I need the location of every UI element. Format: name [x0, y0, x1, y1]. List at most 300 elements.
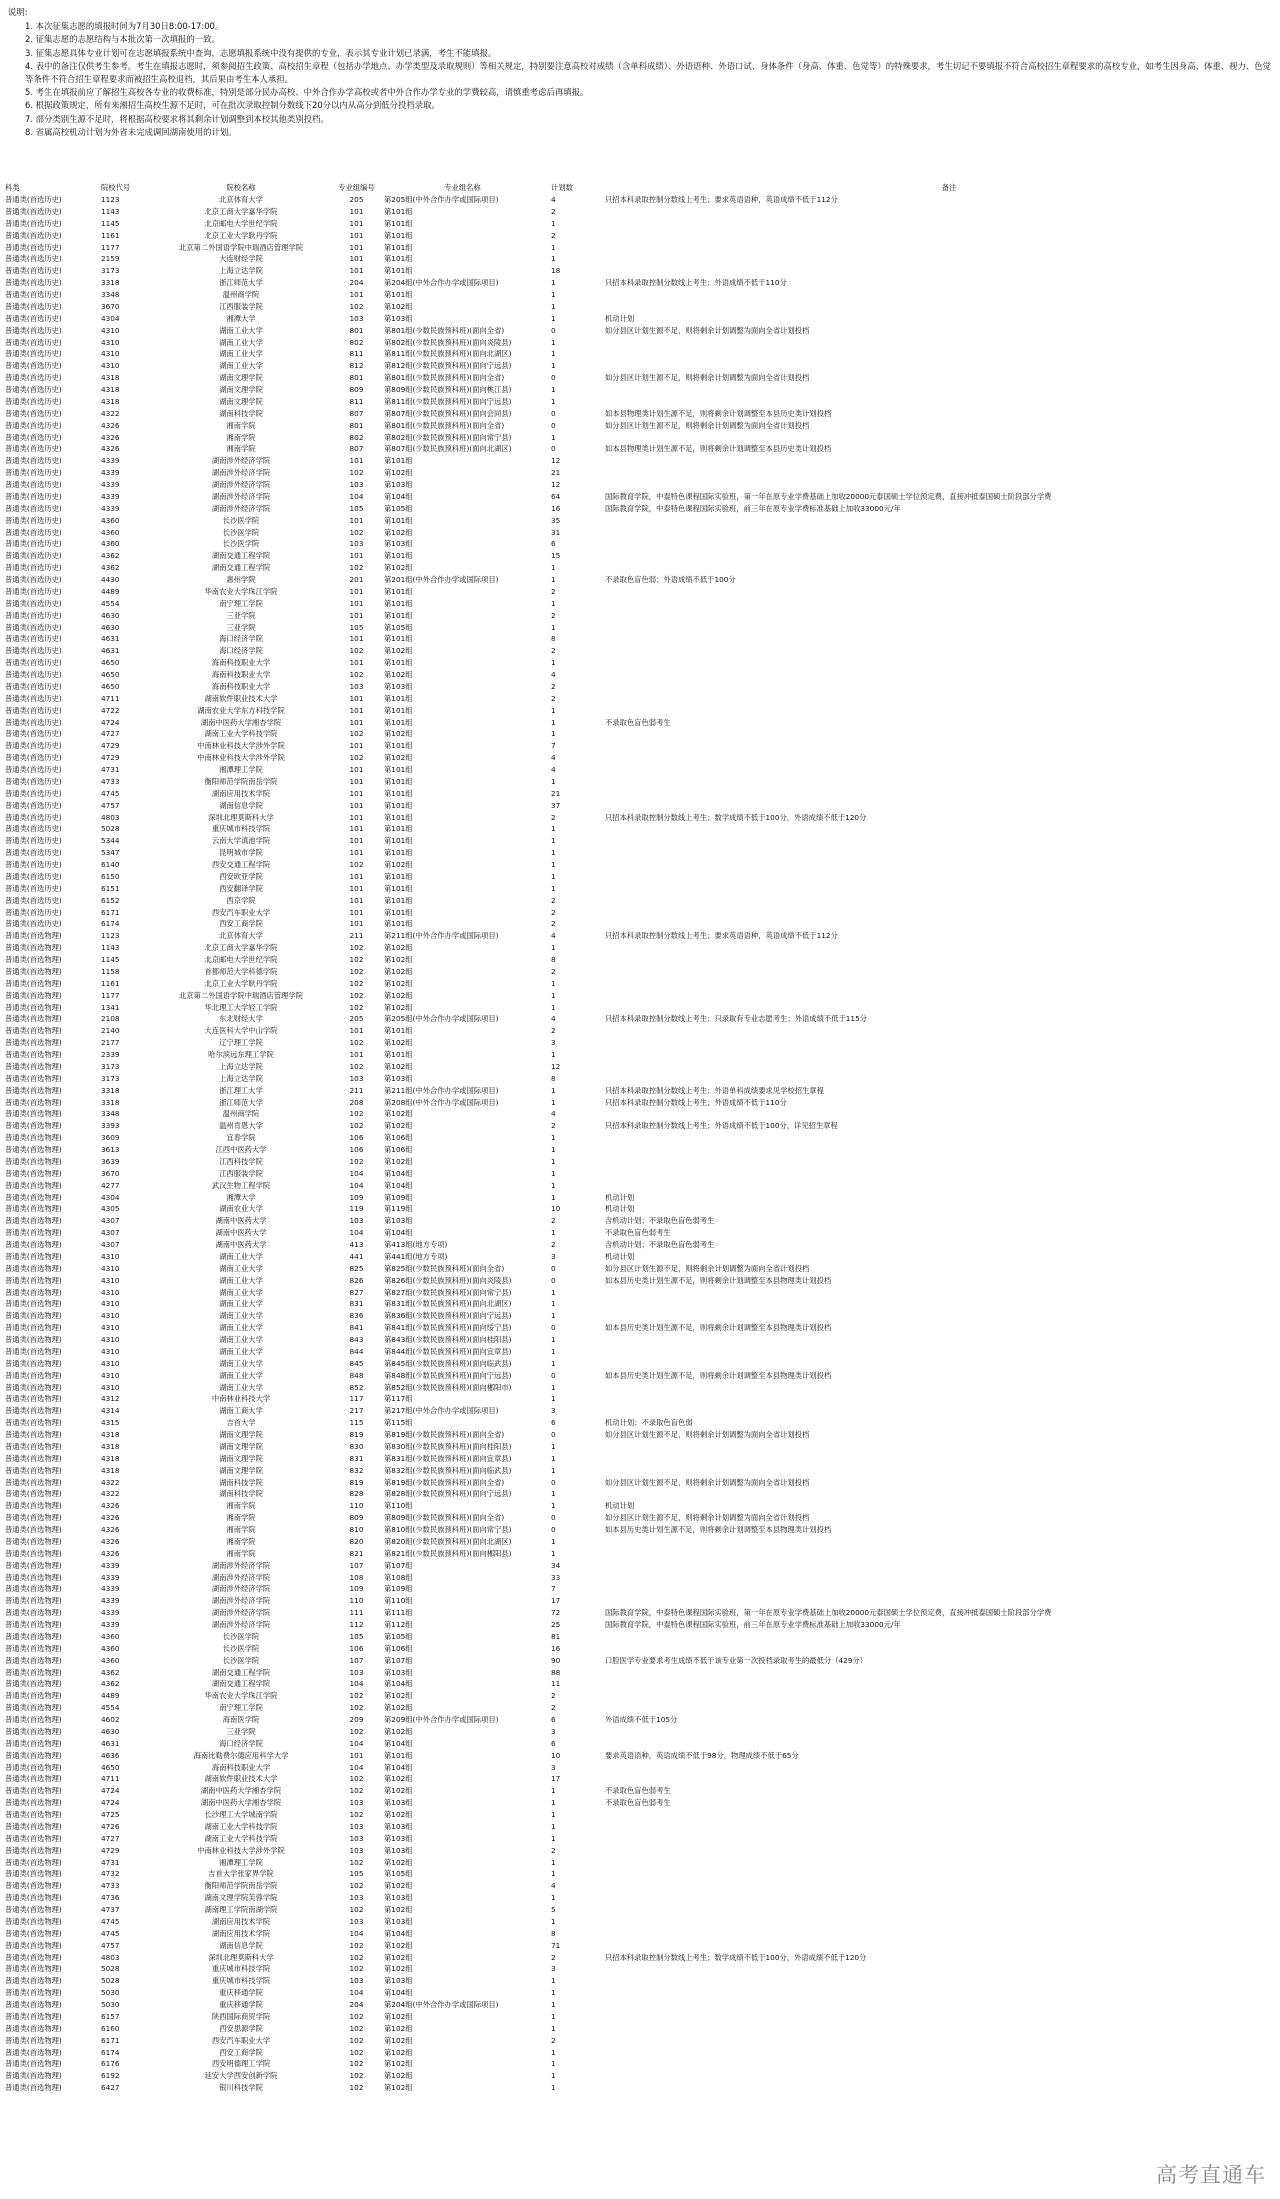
cell-remarks [605, 218, 1280, 230]
cell-plan-count: 6 [551, 1738, 556, 1748]
cell-remarks: 如本县物理类计划生源不足，则将剩余计划调整至本县历史类计划投档 [605, 408, 832, 418]
cell-school-name: 吉首大学 [226, 1418, 256, 1428]
cell-group-code: 110 [349, 1596, 364, 1606]
header-school-code: 院校代号 [101, 183, 131, 192]
header-plan-count: 计划数 [551, 183, 573, 192]
cell-group-name: 第826组(少数民族预科班)(面向炎陵县) [384, 1275, 512, 1285]
cell-group-code: 115 [349, 1418, 364, 1428]
cell-remarks [605, 467, 1280, 479]
cell-remarks [605, 301, 1280, 313]
cell-subject: 普通类(首选物理) [5, 1085, 62, 1095]
cell-subject: 普通类(首选历史) [5, 527, 62, 537]
cell-group-name: 第115组 [384, 1418, 413, 1428]
table-row [5, 515, 1280, 527]
cell-plan-count: 1 [551, 2071, 556, 2081]
cell-school-code: 4339 [101, 468, 120, 478]
cell-plan-count: 0 [551, 1430, 556, 1439]
table-row [5, 1370, 1280, 1382]
cell-school-code: 4362 [101, 1667, 120, 1677]
cell-plan-count: 1 [551, 705, 556, 715]
table-row [5, 538, 1280, 550]
cell-subject: 普通类(首选历史) [5, 480, 62, 489]
cell-remarks [605, 1773, 1280, 1785]
cell-remarks [605, 907, 1280, 919]
note-item: 1. 本次征集志愿的填报时间为7月30日8:00-17:00。 [25, 21, 224, 32]
table-row [5, 1477, 1280, 1489]
cell-school-name: 深圳北理莫斯科大学 [208, 812, 274, 822]
cell-group-name: 第828组(少数民族预科班)(面向宁远县) [384, 1489, 512, 1499]
cell-plan-count: 1 [551, 1501, 556, 1511]
cell-school-code: 6176 [101, 2059, 120, 2069]
cell-plan-count: 0 [551, 408, 556, 418]
cell-remarks [605, 289, 1280, 301]
cell-school-code: 3318 [101, 278, 120, 288]
table-row [5, 1548, 1280, 1560]
cell-school-code: 4630 [101, 610, 120, 620]
cell-school-name: 中南林业科技大学涉外学院 [197, 753, 285, 763]
cell-plan-count: 1 [551, 361, 556, 371]
cell-school-code: 4711 [101, 1774, 120, 1784]
table-row [5, 1963, 1280, 1975]
table-row [5, 1773, 1280, 1785]
cell-group-code: 102 [349, 1774, 364, 1784]
cell-school-name: 湘潭理工学院 [219, 1857, 263, 1867]
cell-school-code: 4318 [101, 1465, 120, 1475]
cell-school-name: 湖南应用技术学院 [211, 1928, 271, 1938]
cell-plan-count: 2 [551, 1240, 556, 1249]
cell-plan-count: 12 [551, 1061, 561, 1071]
cell-remarks [605, 1845, 1280, 1857]
table-row [5, 1310, 1280, 1322]
cell-subject: 普通类(首选物理) [5, 1857, 62, 1867]
cell-plan-count: 1 [551, 1311, 556, 1321]
cell-school-name: 湖南工业大学科技学院 [204, 1821, 278, 1831]
cell-school-code: 4339 [101, 1608, 120, 1618]
cell-group-name: 第102组 [384, 468, 413, 478]
cell-subject: 普通类(首选物理) [5, 1240, 62, 1249]
cell-group-code: 101 [349, 776, 364, 786]
cell-school-name: 海南医学院 [222, 1715, 260, 1724]
cell-group-name: 第101组 [384, 266, 413, 276]
cell-group-name: 第102组 [384, 978, 413, 988]
cell-remarks [605, 2070, 1280, 2082]
table-row [5, 372, 1280, 384]
cell-subject: 普通类(首选物理) [5, 1489, 62, 1499]
cell-group-name: 第103组 [384, 1667, 413, 1677]
cell-group-code: 104 [349, 1168, 364, 1178]
table-row [5, 1108, 1280, 1120]
cell-school-code: 4631 [101, 1738, 120, 1748]
cell-school-code: 3393 [101, 1121, 120, 1131]
cell-group-name: 第104组 [384, 1679, 413, 1689]
cell-group-code: 102 [349, 1038, 364, 1048]
cell-subject: 普通类(首选物理) [5, 1572, 62, 1582]
cell-plan-count: 1 [551, 836, 556, 846]
cell-group-code: 106 [349, 1133, 364, 1143]
cell-plan-count: 0 [551, 1275, 556, 1285]
cell-school-code: 3613 [101, 1145, 120, 1154]
cell-school-name: 海口经济学院 [219, 634, 263, 644]
cell-remarks [605, 455, 1280, 467]
cell-school-name: 湖南信息学院 [219, 800, 263, 810]
cell-school-name: 江西科技学院 [219, 1156, 263, 1166]
cell-group-code: 208 [349, 1097, 364, 1107]
table-row [5, 1441, 1280, 1453]
cell-remarks [605, 918, 1280, 930]
cell-plan-count: 1 [551, 1916, 556, 1926]
cell-school-code: 1145 [101, 955, 120, 964]
table-row [5, 1192, 1280, 1204]
cell-remarks [605, 883, 1280, 895]
cell-subject: 普通类(首选物理) [5, 1228, 62, 1238]
cell-subject: 普通类(首选历史) [5, 634, 62, 644]
cell-school-code: 4362 [101, 1679, 120, 1689]
cell-subject: 普通类(首选物理) [5, 1097, 62, 1107]
cell-school-name: 北京工商大学嘉华学院 [204, 943, 278, 953]
cell-plan-count: 1 [551, 1893, 556, 1903]
cell-group-name: 第105组 [384, 1631, 413, 1641]
cell-remarks [605, 1453, 1280, 1465]
cell-group-code: 102 [349, 1952, 364, 1962]
cell-school-name: 江西服装学院 [219, 1168, 263, 1178]
cell-group-name: 第832组(少数民族预科班)(面向临武县) [384, 1465, 512, 1475]
cell-group-code: 848 [349, 1370, 364, 1380]
cell-school-name: 中南林业科技大学 [211, 1394, 271, 1404]
cell-school-code: 6427 [101, 2083, 120, 2093]
table-row [5, 1572, 1280, 1584]
cell-school-code: 4745 [101, 1916, 120, 1926]
cell-subject: 普通类(首选历史) [5, 622, 62, 632]
cell-school-name: 湖南工业大学 [219, 1311, 263, 1321]
cell-remarks: 国际教育学院，中泰特色课程国际实验班，第一年在原专业学费基础上加收20000元泰国硕士学位预定费，直接冲抵泰国硕士阶段部分学费 [605, 491, 1052, 501]
cell-plan-count: 1 [551, 2023, 556, 2033]
cell-group-code: 103 [349, 1845, 364, 1855]
cell-group-code: 103 [349, 539, 364, 549]
table-row [5, 2082, 1280, 2094]
cell-subject: 普通类(首选历史) [5, 468, 62, 478]
cell-plan-count: 6 [551, 1715, 556, 1724]
cell-plan-count: 1 [551, 1382, 556, 1392]
cell-subject: 普通类(首选物理) [5, 1311, 62, 1321]
cell-group-name: 第101组 [384, 551, 413, 561]
cell-remarks [605, 669, 1280, 681]
cell-subject: 普通类(首选物理) [5, 1525, 62, 1534]
cell-group-code: 102 [349, 966, 364, 976]
cell-group-code: 101 [349, 848, 364, 858]
cell-plan-count: 1 [551, 563, 556, 573]
cell-remarks [605, 1536, 1280, 1548]
cell-group-name: 第101组 [384, 610, 413, 620]
cell-remarks: 机动计划；不录取色盲色弱 [605, 1418, 693, 1428]
cell-plan-count: 1 [551, 1821, 556, 1831]
cell-remarks: 口腔医学专业要求考生成绩不低于该专业第一次投档录取考生的最低分（429分） [605, 1655, 868, 1665]
table-row [5, 693, 1280, 705]
table-row [5, 835, 1280, 847]
cell-remarks [605, 1726, 1280, 1738]
cell-remarks [605, 2011, 1280, 2023]
cell-school-code: 4310 [101, 1370, 120, 1380]
cell-group-code: 809 [349, 385, 364, 394]
cell-remarks [605, 705, 1280, 717]
table-row [5, 1785, 1280, 1797]
cell-group-code: 832 [349, 1465, 364, 1475]
cell-group-name: 第852组(少数民族预科班)(面向郴阳市) [384, 1382, 512, 1392]
cell-school-name: 衡阳师范学院南岳学院 [204, 776, 278, 786]
cell-group-code: 811 [349, 396, 364, 406]
cell-school-code: 4732 [101, 1869, 120, 1879]
cell-subject: 普通类(首选历史) [5, 824, 62, 834]
cell-group-code: 821 [349, 1548, 364, 1558]
cell-plan-count: 81 [551, 1631, 561, 1641]
cell-school-name: 重庆移通学院 [219, 2000, 263, 2009]
cell-group-name: 第109组 [384, 1192, 413, 1202]
cell-plan-count: 1 [551, 301, 556, 311]
cell-group-code: 830 [349, 1441, 364, 1451]
cell-group-name: 第812组(少数民族预科班)(面向宁远县) [384, 361, 512, 371]
cell-school-name: 西安汽车职业大学 [211, 2035, 271, 2045]
cell-subject: 普通类(首选历史) [5, 800, 62, 810]
cell-remarks [605, 1002, 1280, 1014]
table-row [5, 2070, 1280, 2082]
cell-group-name: 第802组(少数民族预科班)(面向炎陵县) [384, 337, 512, 347]
cell-subject: 普通类(首选历史) [5, 325, 62, 335]
cell-school-code: 6150 [101, 871, 120, 881]
cell-group-name: 第807组(少数民族预科班)(面向北湖区) [384, 444, 512, 454]
cell-subject: 普通类(首选物理) [5, 1418, 62, 1428]
table-row [5, 633, 1280, 645]
cell-school-name: 北京体育大学 [219, 931, 263, 941]
cell-group-name: 第101组 [384, 218, 413, 228]
cell-plan-count: 1 [551, 2011, 556, 2021]
cell-remarks [605, 242, 1280, 254]
cell-group-name: 第802组(少数民族预科班)(面向常宁县) [384, 432, 512, 442]
cell-subject: 普通类(首选物理) [5, 1299, 62, 1309]
table-row [5, 776, 1280, 788]
cell-school-code: 1161 [101, 230, 120, 240]
cell-group-code: 101 [349, 242, 364, 252]
cell-school-name: 湖南工业大学 [219, 1275, 263, 1285]
cell-group-code: 104 [349, 491, 364, 501]
cell-remarks [605, 740, 1280, 752]
cell-group-code: 101 [349, 705, 364, 715]
cell-school-name: 海南比勒费尔德应用科学大学 [193, 1750, 289, 1760]
cell-school-code: 4326 [101, 1536, 120, 1546]
table-row [5, 1607, 1280, 1619]
table-row [5, 467, 1280, 479]
cell-school-code: 4727 [101, 729, 120, 739]
cell-school-name: 海口经济学院 [219, 646, 263, 656]
cell-school-code: 4339 [101, 491, 120, 501]
table-row [5, 1061, 1280, 1073]
cell-plan-count: 1 [551, 2000, 556, 2009]
table-row [5, 1203, 1280, 1215]
cell-group-name: 第103组 [384, 480, 413, 489]
cell-plan-count: 1 [551, 1335, 556, 1344]
cell-group-code: 101 [349, 254, 364, 264]
table-row [5, 918, 1280, 930]
cell-plan-count: 1 [551, 1133, 556, 1143]
cell-school-name: 上海立达学院 [219, 266, 263, 276]
cell-school-name: 湘潭理工学院 [219, 765, 263, 774]
cell-plan-count: 12 [551, 456, 561, 466]
table-row [5, 1845, 1280, 1857]
cell-group-name: 第103组 [384, 1916, 413, 1926]
cell-school-name: 湖南软件职业技术大学 [204, 693, 278, 703]
cell-subject: 普通类(首选物理) [5, 1596, 62, 1606]
cell-school-name: 湖南文理学院 [219, 385, 263, 394]
cell-school-code: 1143 [101, 206, 120, 216]
cell-subject: 普通类(首选历史) [5, 266, 62, 276]
cell-group-name: 第101组 [384, 836, 413, 846]
cell-group-name: 第112组 [384, 1620, 413, 1629]
cell-plan-count: 0 [551, 1513, 556, 1523]
cell-school-name: 北京体育大学 [219, 195, 263, 204]
cell-group-code: 101 [349, 741, 364, 751]
cell-subject: 普通类(首选物理) [5, 2047, 62, 2057]
cell-school-name: 海南科技职业大学 [211, 1762, 271, 1772]
cell-school-name: 长沙医学院 [222, 515, 260, 525]
table-row [5, 1643, 1280, 1655]
cell-subject: 普通类(首选历史) [5, 195, 62, 204]
cell-plan-count: 2 [551, 2035, 556, 2045]
table-row [5, 265, 1280, 277]
cell-remarks [605, 1073, 1280, 1085]
cell-school-code: 4745 [101, 788, 120, 798]
cell-remarks: 机动计划 [605, 1192, 635, 1202]
cell-school-name: 湘南学院 [226, 420, 256, 430]
cell-subject: 普通类(首选物理) [5, 1810, 62, 1819]
cell-school-name: 湖南工业大学 [219, 1299, 263, 1309]
cell-plan-count: 34 [551, 1560, 561, 1570]
cell-school-code: 4554 [101, 1703, 120, 1713]
cell-remarks [605, 1441, 1280, 1453]
cell-plan-count: 90 [551, 1655, 561, 1665]
cell-remarks [605, 1108, 1280, 1120]
cell-remarks: 只招本科录取控制分数线上考生；数学成绩不低于100分，外语成绩不低于120分 [605, 812, 867, 822]
cell-subject: 普通类(首选物理) [5, 1905, 62, 1914]
cell-group-code: 101 [349, 788, 364, 798]
cell-group-code: 102 [349, 729, 364, 739]
cell-subject: 普通类(首选物理) [5, 1287, 62, 1297]
cell-remarks [605, 230, 1280, 242]
cell-group-name: 第102组 [384, 1038, 413, 1048]
cell-school-name: 湖南科技学院 [219, 408, 263, 418]
cell-school-name: 湖南文理学院 [219, 1430, 263, 1439]
cell-remarks [605, 633, 1280, 645]
cell-plan-count: 1 [551, 1857, 556, 1867]
cell-school-code: 4803 [101, 812, 120, 822]
cell-school-name: 吉首大学张家界学院 [208, 1869, 274, 1879]
cell-remarks [605, 2082, 1280, 2094]
cell-school-name: 云南大学滇池学院 [211, 836, 271, 846]
cell-subject: 普通类(首选物理) [5, 1168, 62, 1178]
cell-school-name: 长沙理工大学城南学院 [204, 1810, 278, 1819]
cell-school-name: 北京工业大学耿丹学院 [204, 230, 278, 240]
cell-subject: 普通类(首选物理) [5, 1109, 62, 1119]
cell-group-name: 第101组 [384, 871, 413, 881]
cell-group-code: 204 [349, 2000, 364, 2009]
cell-subject: 普通类(首选物理) [5, 1667, 62, 1677]
cell-subject: 普通类(首选物理) [5, 2059, 62, 2069]
cell-school-name: 深圳北理莫斯科大学 [208, 1952, 274, 1962]
cell-school-name: 湖南涉外经济学院 [211, 491, 271, 501]
cell-plan-count: 0 [551, 373, 556, 383]
cell-school-code: 1177 [101, 242, 120, 252]
cell-school-name: 湘潭大学 [226, 1192, 256, 1202]
cell-school-name: 湖南应用技术学院 [211, 788, 271, 798]
cell-remarks [605, 966, 1280, 978]
cell-school-code: 4310 [101, 349, 120, 359]
cell-subject: 普通类(首选物理) [5, 1430, 62, 1439]
cell-school-name: 湖南软件职业技术大学 [204, 1774, 278, 1784]
cell-school-code: 4339 [101, 1560, 120, 1570]
cell-subject: 普通类(首选物理) [5, 1394, 62, 1404]
cell-remarks: 不录取色盲色弱；外语成绩不低于100分 [605, 575, 736, 584]
cell-group-name: 第211组(中外合作办学或国际项目) [384, 1085, 499, 1095]
table-row [5, 1619, 1280, 1631]
cell-school-code: 4315 [101, 1418, 120, 1428]
cell-subject: 普通类(首选物理) [5, 1679, 62, 1689]
cell-remarks [605, 1465, 1280, 1477]
cell-school-name: 长沙医学院 [222, 539, 260, 549]
cell-group-name: 第101组 [384, 693, 413, 703]
cell-subject: 普通类(首选物理) [5, 1952, 62, 1962]
cell-school-name: 西安工商学院 [219, 919, 263, 929]
cell-remarks [605, 728, 1280, 740]
cell-plan-count: 0 [551, 1370, 556, 1380]
cell-group-code: 105 [349, 1869, 364, 1879]
table-row [5, 681, 1280, 693]
cell-remarks: 如本县物理类计划生源不足，则将剩余计划调整至本县历史类计划投档 [605, 444, 832, 454]
cell-school-code: 4339 [101, 480, 120, 489]
table-row [5, 942, 1280, 954]
cell-school-name: 湖南文理学院 [219, 1465, 263, 1475]
cell-subject: 普通类(首选物理) [5, 1382, 62, 1392]
cell-plan-count: 2 [551, 1952, 556, 1962]
cell-remarks [605, 432, 1280, 444]
cell-school-name: 湖南中医药大学 [215, 1228, 267, 1238]
cell-plan-count: 7 [551, 741, 556, 751]
cell-plan-count: 1 [551, 1299, 556, 1309]
cell-school-code: 4310 [101, 1275, 120, 1285]
cell-group-code: 102 [349, 1857, 364, 1867]
cell-group-name: 第101组 [384, 1050, 413, 1059]
cell-group-name: 第101组 [384, 586, 413, 596]
cell-remarks: 如本县历史类计划生源不足，则将剩余计划调整至本县物理类计划投档 [605, 1370, 832, 1380]
cell-group-name: 第101组 [384, 895, 413, 905]
cell-school-name: 浙江师范大学 [219, 1097, 263, 1107]
cell-plan-count: 1 [551, 1798, 556, 1808]
cell-school-name: 三亚学院 [226, 610, 256, 620]
cell-school-name: 湖南文理学院芙蓉学院 [204, 1893, 278, 1903]
table-row [5, 1833, 1280, 1845]
cell-subject: 普通类(首选物理) [5, 1584, 62, 1594]
cell-school-name: 首都师范大学科德学院 [204, 966, 278, 976]
table-row [5, 1987, 1280, 1999]
cell-remarks [605, 1833, 1280, 1845]
cell-remarks: 国际教育学院，中泰特色课程国际实验班，第一年在原专业学费基础上加收20000元泰国硕士学位预定费，直接冲抵泰国硕士阶段部分学费 [605, 1608, 1052, 1618]
cell-school-name: 湘南学院 [226, 432, 256, 442]
cell-group-name: 第103组 [384, 313, 413, 323]
cell-group-name: 第204组(中外合作办学或国际项目) [384, 278, 499, 288]
cell-subject: 普通类(首选物理) [5, 966, 62, 976]
cell-group-name: 第102组 [384, 1726, 413, 1736]
cell-school-name: 重庆城市科技学院 [211, 1964, 271, 1974]
cell-school-name: 湘南学院 [226, 1513, 256, 1523]
cell-subject: 普通类(首选物理) [5, 2023, 62, 2033]
cell-school-code: 4736 [101, 1893, 120, 1903]
cell-group-code: 101 [349, 1750, 364, 1760]
